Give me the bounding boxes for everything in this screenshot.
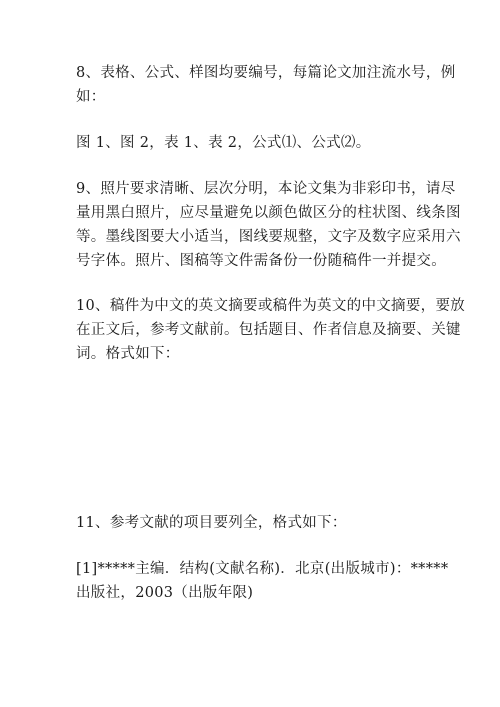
text-line: 出版社，2003（出版年限) — [76, 585, 254, 601]
text-line: 词。格式如下： — [76, 346, 180, 362]
text-line: 在正文后，参考文献前。包括题目、作者信息及摘要、关键 — [76, 322, 461, 338]
text-line: 9、照片要求清晰、层次分明，本论文集为非彩印书，请尽 — [76, 181, 456, 197]
paragraph-item-8-numbering — [76, 61, 456, 109]
text-line: 11、参考文献的项目要列全，格式如下： — [76, 515, 347, 531]
text-line: 号字体。照片、图稿等文件需备份一份随稿件一并提交。 — [76, 253, 446, 269]
text-line: 8、表格、公式、样图均要编号，每篇论文加注流水号，例 — [76, 65, 456, 81]
text-line: 10、稿件为中文的英文摘要或稿件为英文的中文摘要，要放 — [76, 298, 466, 314]
paragraph-item-11-references — [76, 511, 430, 535]
paragraph-numbering-example — [76, 131, 430, 155]
paragraph-item-10-abstract — [76, 294, 466, 366]
paragraph-item-9-photos — [76, 177, 461, 273]
text-line: 量用黑白照片，应尽量避免以颜色做区分的柱状图、线条图 — [76, 205, 461, 221]
text-line: 如： — [76, 89, 106, 105]
reference-example — [76, 557, 449, 605]
text-line: [1]*****主编．结构(文献名称)．北京(出版城市)：***** — [76, 561, 449, 577]
text-line: 等。墨线图要大小适当，图线要规整，文字及数字应采用六 — [76, 229, 461, 245]
text-line: 图 1、图 2，表 1、表 2，公式⑴、公式⑵。 — [76, 135, 371, 151]
